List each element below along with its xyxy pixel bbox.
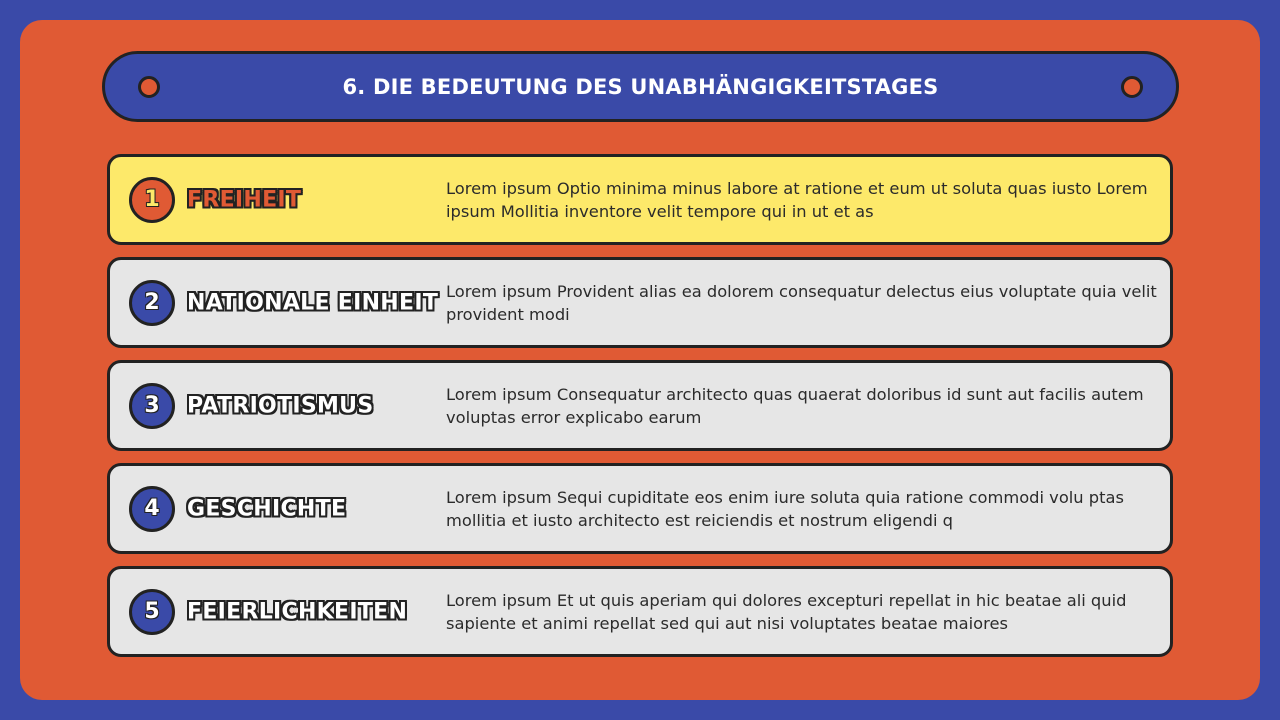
item-label: GESCHICHTE	[187, 496, 347, 521]
number-badge: 2	[129, 280, 175, 326]
number-badge: 5	[129, 589, 175, 635]
number-badge: 1	[129, 177, 175, 223]
title-bar	[102, 51, 1179, 122]
item-label: FREIHEIT	[187, 187, 302, 212]
list-item[interactable]	[107, 463, 1173, 554]
number-badge: 3	[129, 383, 175, 429]
item-description: Lorem ipsum Consequatur architecto quas quaerat doloribus id sunt aut facilis autem voluptas error explicabo earum	[446, 384, 1144, 427]
list-item[interactable]	[107, 360, 1173, 451]
number-badge: 4	[129, 486, 175, 532]
item-description: Lorem ipsum Sequi cupiditate eos enim iure soluta quia ratione commodi volu ptas mollitia et iusto architecto est reiciendis et nostrum eligendi q	[446, 487, 1124, 530]
circle-dot-icon	[138, 76, 160, 98]
item-description: Lorem ipsum Et ut quis aperiam qui dolores excepturi repellat in hic beatae ali quid sapiente et animi repellat sed qui aut nisi voluptates beatae maiores	[446, 590, 1127, 633]
list-item[interactable]	[107, 257, 1173, 348]
item-label: PATRIOTISMUS	[187, 393, 374, 418]
circle-dot-icon	[1121, 76, 1143, 98]
item-label: FEIERLICHKEITEN	[187, 599, 408, 624]
item-list	[107, 154, 1173, 669]
list-item[interactable]	[107, 154, 1173, 245]
item-description: Lorem ipsum Provident alias ea dolorem consequatur delectus eius voluptate quia velit provident modi	[446, 281, 1157, 324]
page-title: 6. DIE BEDEUTUNG DES UNABHÄNGIGKEITSTAGES	[342, 74, 939, 99]
list-item[interactable]	[107, 566, 1173, 657]
item-label: NATIONALE EINHEIT	[187, 290, 439, 315]
slide-panel	[20, 20, 1260, 700]
item-description: Lorem ipsum Optio minima minus labore at ratione et eum ut soluta quas iusto Lorem ipsum Mollitia inventore velit tempore qui in ut et as	[446, 178, 1148, 221]
